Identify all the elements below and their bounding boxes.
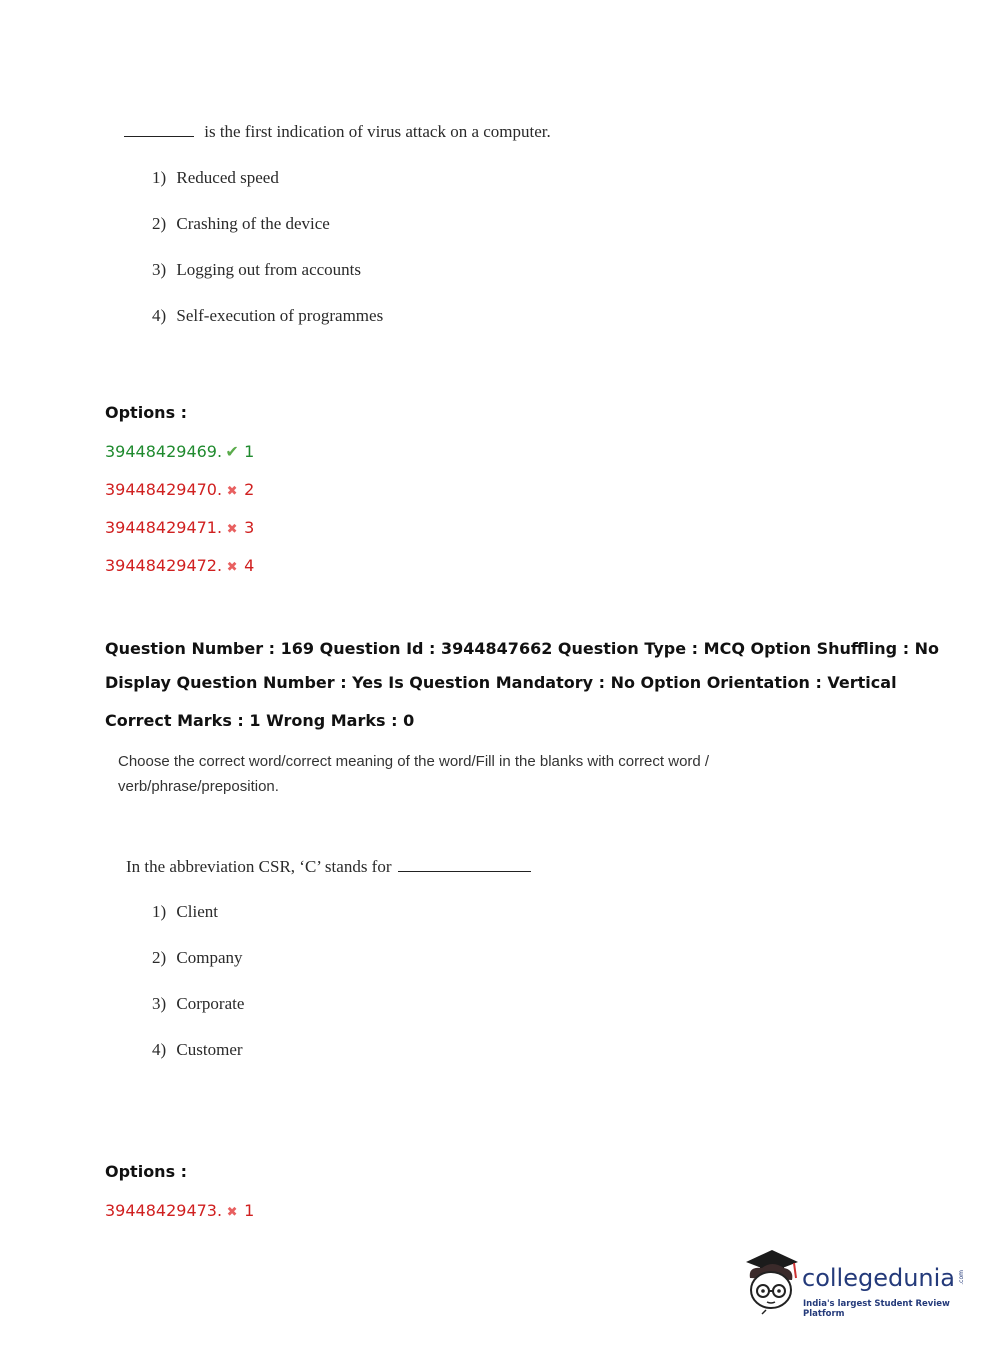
- q1-answer-2: [105, 480, 254, 499]
- q2-instruction: [118, 749, 709, 799]
- q2-stem-text: In the abbreviation CSR, ‘C’ stands for: [126, 857, 392, 876]
- cross-icon: ✖: [226, 522, 238, 537]
- answer-value: 3: [244, 518, 255, 537]
- option-text: Company: [176, 948, 243, 967]
- option-number: 1): [152, 168, 167, 187]
- q2-blank: [398, 871, 531, 872]
- option-number: 2): [152, 948, 167, 967]
- cross-icon: ✖: [226, 484, 238, 499]
- option-text: Crashing of the device: [176, 214, 330, 233]
- option-text: Customer: [176, 1040, 243, 1059]
- q2-option-2: [152, 948, 243, 968]
- answer-id: 39448429470.: [105, 480, 223, 499]
- q1-answer-1: [105, 442, 254, 461]
- q1-answer-3: [105, 518, 254, 537]
- q1-blank: [124, 136, 194, 137]
- q1-option-1: [152, 168, 279, 188]
- option-number: 3): [152, 260, 167, 279]
- logo-name: collegedunia: [802, 1264, 956, 1292]
- answer-value: 4: [244, 556, 255, 575]
- q1-answer-4: [105, 556, 254, 575]
- option-number: 3): [152, 994, 167, 1013]
- q2-answer-1: [105, 1201, 254, 1220]
- answer-id: 39448429469.: [105, 442, 223, 461]
- option-number: 1): [152, 902, 167, 921]
- collegedunia-logo: [740, 1248, 970, 1320]
- q2-option-3: [152, 994, 244, 1014]
- option-text: Corporate: [176, 994, 245, 1013]
- q1-stem: [124, 122, 551, 142]
- q2-option-1: [152, 902, 218, 922]
- option-text: Self-execution of programmes: [176, 306, 384, 325]
- cross-icon: ✖: [226, 1205, 238, 1220]
- option-number: 4): [152, 1040, 167, 1059]
- mascot-icon: [740, 1248, 802, 1318]
- answer-id: 39448429473.: [105, 1201, 223, 1220]
- check-icon: ✔: [225, 442, 239, 461]
- q2-instruction-line-1: Choose the correct word/correct meaning of the word/Fill in the blanks with correct word /: [118, 753, 710, 770]
- q2-meta-line-1: Question Number : 169 Question Id : 3944847662 Question Type : MCQ Option Shuffling : No: [105, 639, 940, 658]
- q1-stem-text: is the first indication of virus attack on a computer.: [204, 122, 551, 141]
- answer-value: 1: [244, 442, 255, 461]
- q2-meta-line-3: Correct Marks : 1 Wrong Marks : 0: [105, 711, 415, 730]
- option-number: 4): [152, 306, 167, 325]
- option-text: Logging out from accounts: [176, 260, 362, 279]
- logo-tagline: India's largest Student Review Platform: [803, 1299, 950, 1319]
- answer-value: 2: [244, 480, 255, 499]
- q1-options-heading: Options :: [105, 403, 188, 422]
- q2-meta-line-2: Display Question Number : Yes Is Question Mandatory : No Option Orientation : Vertical: [105, 673, 897, 692]
- q2-options-heading: Options :: [105, 1162, 188, 1181]
- answer-id: 39448429472.: [105, 556, 223, 575]
- q2-instruction-line-2: verb/phrase/preposition.: [118, 778, 279, 795]
- answer-id: 39448429471.: [105, 518, 223, 537]
- option-number: 2): [152, 214, 167, 233]
- option-text: Reduced speed: [176, 168, 279, 187]
- q2-option-4: [152, 1040, 243, 1060]
- q2-stem: [126, 857, 531, 877]
- logo-com: .com: [958, 1270, 965, 1285]
- q1-option-3: [152, 260, 361, 280]
- q1-option-2: [152, 214, 330, 234]
- cross-icon: ✖: [226, 560, 238, 575]
- answer-value: 1: [244, 1201, 255, 1220]
- q1-option-4: [152, 306, 383, 326]
- option-text: Client: [176, 902, 218, 921]
